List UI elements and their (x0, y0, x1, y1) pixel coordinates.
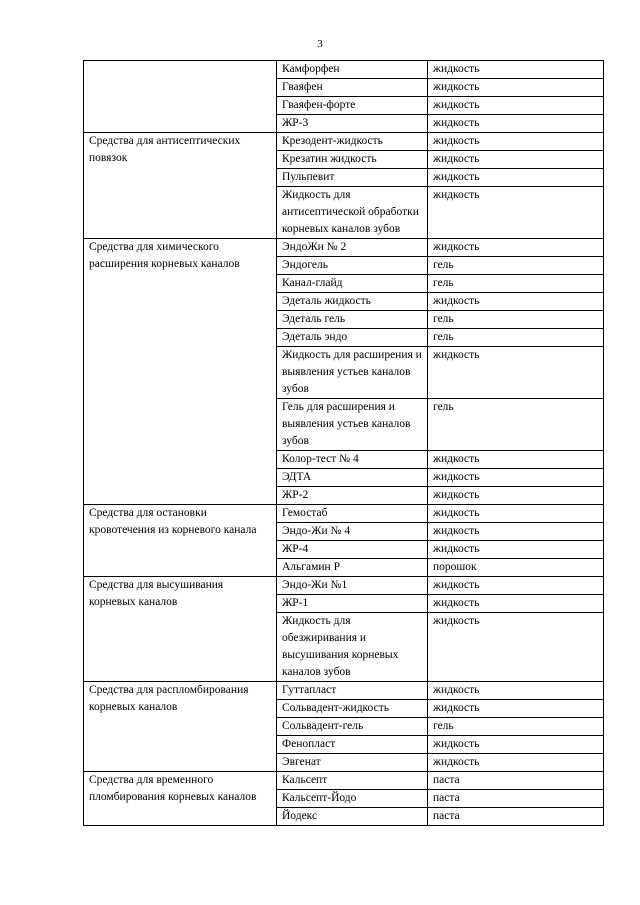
product-form-cell: жидкость (428, 187, 604, 239)
category-cell: Средства для распломбирования корневых каналов (84, 682, 277, 772)
product-name-cell: Жидкость для антисептической обработки корневых каналов зубов (277, 187, 428, 239)
product-name-cell: Альгамин Р (277, 559, 428, 577)
product-name-cell: Гваяфен (277, 79, 428, 97)
product-name-cell: Сольвадент-жидкость (277, 700, 428, 718)
product-form-cell: паста (428, 808, 604, 826)
product-name-cell: Эвгенат (277, 754, 428, 772)
product-form-cell: жидкость (428, 505, 604, 523)
products-table-body (84, 61, 604, 826)
product-form-cell: жидкость (428, 115, 604, 133)
product-name-cell: Жидкость для расширения и выявления устьев каналов зубов (277, 347, 428, 399)
product-form-cell: жидкость (428, 347, 604, 399)
product-name-cell: ЖР-3 (277, 115, 428, 133)
product-name-cell: Крезодент-жидкость (277, 133, 428, 151)
product-name-cell: Гемостаб (277, 505, 428, 523)
product-form-cell: жидкость (428, 97, 604, 115)
product-name-cell: Сольвадент-гель (277, 718, 428, 736)
product-name-cell: Пульпевит (277, 169, 428, 187)
product-name-cell: Эдеталь жидкость (277, 293, 428, 311)
product-name-cell: ЖР-1 (277, 595, 428, 613)
product-form-cell: жидкость (428, 523, 604, 541)
product-form-cell: жидкость (428, 61, 604, 79)
products-table (83, 60, 604, 826)
table-row (84, 505, 604, 523)
product-name-cell: Эндогель (277, 257, 428, 275)
product-name-cell: Кальсепт (277, 772, 428, 790)
product-form-cell: жидкость (428, 595, 604, 613)
product-name-cell: Кальсепт-Йодо (277, 790, 428, 808)
product-form-cell: паста (428, 790, 604, 808)
product-form-cell: жидкость (428, 169, 604, 187)
category-cell: Средства для высушивания корневых каналов (84, 577, 277, 682)
product-form-cell: жидкость (428, 487, 604, 505)
product-form-cell: жидкость (428, 700, 604, 718)
product-name-cell: ЭДТА (277, 469, 428, 487)
product-name-cell: Колор-тест № 4 (277, 451, 428, 469)
product-name-cell: Йодекс (277, 808, 428, 826)
page-number: 3 (317, 38, 323, 50)
product-form-cell: гель (428, 257, 604, 275)
category-cell: Средства для остановки кровотечения из корневого канала (84, 505, 277, 577)
product-name-cell: Крезатин жидкость (277, 151, 428, 169)
product-name-cell: Жидкость для обезжиривания и высушивания корневых каналов зубов (277, 613, 428, 682)
category-cell: Средства для временного пломбирования корневых каналов (84, 772, 277, 826)
product-form-cell: гель (428, 311, 604, 329)
product-form-cell: порошок (428, 559, 604, 577)
table-row (84, 772, 604, 790)
product-form-cell: жидкость (428, 754, 604, 772)
product-form-cell: жидкость (428, 577, 604, 595)
category-cell: Средства для антисептических повязок (84, 133, 277, 239)
product-form-cell: гель (428, 275, 604, 293)
product-name-cell: Эндо-Жи №1 (277, 577, 428, 595)
table-row (84, 682, 604, 700)
product-name-cell: ЖР-4 (277, 541, 428, 559)
product-name-cell: Эдеталь эндо (277, 329, 428, 347)
product-form-cell: жидкость (428, 79, 604, 97)
product-form-cell: паста (428, 772, 604, 790)
product-name-cell: Гель для расширения и выявления устьев каналов зубов (277, 399, 428, 451)
category-cell (84, 61, 277, 133)
product-form-cell: гель (428, 399, 604, 451)
table-row (84, 239, 604, 257)
product-form-cell: жидкость (428, 133, 604, 151)
product-name-cell: Гуттапласт (277, 682, 428, 700)
table-row (84, 61, 604, 79)
product-form-cell: жидкость (428, 613, 604, 682)
table-row (84, 133, 604, 151)
product-form-cell: жидкость (428, 451, 604, 469)
product-name-cell: Фенопласт (277, 736, 428, 754)
product-form-cell: жидкость (428, 293, 604, 311)
product-name-cell: Эдеталь гель (277, 311, 428, 329)
product-form-cell: жидкость (428, 469, 604, 487)
product-form-cell: жидкость (428, 736, 604, 754)
product-name-cell: ЭндоЖи № 2 (277, 239, 428, 257)
product-name-cell: Камфорфен (277, 61, 428, 79)
product-form-cell: жидкость (428, 682, 604, 700)
product-name-cell: Канал-глайд (277, 275, 428, 293)
category-cell: Средства для химического расширения корневых каналов (84, 239, 277, 505)
product-form-cell: гель (428, 718, 604, 736)
product-form-cell: жидкость (428, 541, 604, 559)
product-form-cell: жидкость (428, 239, 604, 257)
product-name-cell: ЖР-2 (277, 487, 428, 505)
product-form-cell: гель (428, 329, 604, 347)
product-form-cell: жидкость (428, 151, 604, 169)
table-row (84, 577, 604, 595)
product-name-cell: Эндо-Жи № 4 (277, 523, 428, 541)
product-name-cell: Гваяфен-форте (277, 97, 428, 115)
